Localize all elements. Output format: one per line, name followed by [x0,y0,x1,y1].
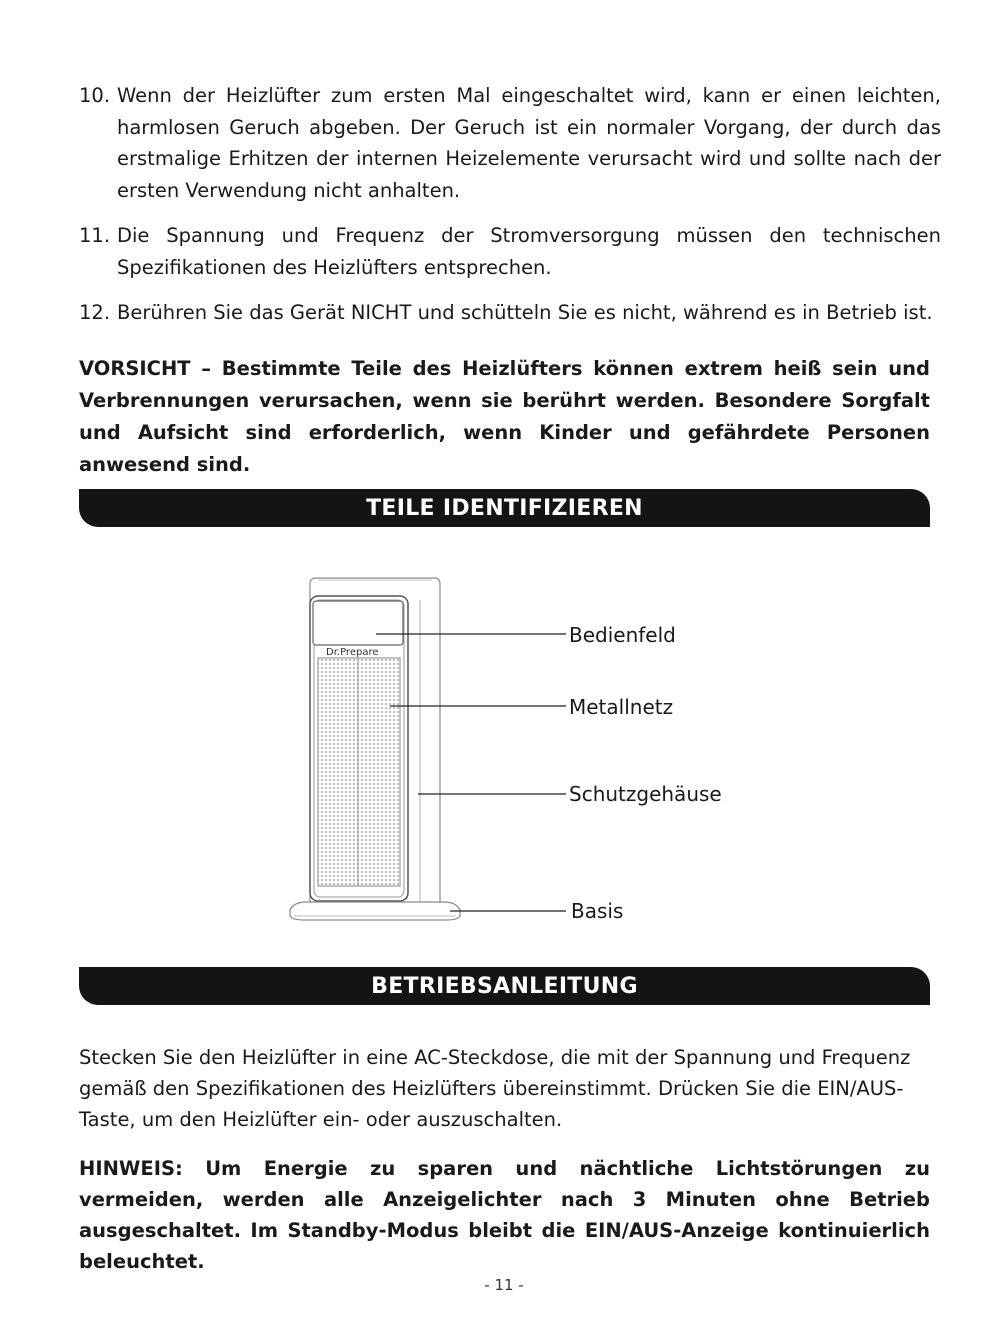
label-metal-mesh: Metallnetz [569,695,674,719]
label-base: Basis [571,899,624,923]
list-item [79,80,941,206]
label-housing: Schutzgehäuse [569,782,722,806]
list-item-number: 12. [79,301,111,324]
safety-list [79,80,941,343]
caution-text: VORSICHT – Bestimmte Teile des Heizlüfters können extrem heiß sein und Verbrennungen verursachen, wenn sie berührt werden. Besondere Sorgfalt und Aufsicht sind erforderlich, wenn Kinder und gefährdete Personen anwesend sind. [79,357,930,476]
operation-paragraph: Stecken Sie den Heizlüfter in eine AC-Steckdose, die mit der Spannung und Frequenz gemäß den Spezifikationen des Heizlüfters übereinstimmt. Drücken Sie die EIN/AUS-Taste, um den Heizlüfter ein- oder auszuschalten. [79,1046,911,1131]
brand-logo: Dr.Prepare [326,647,379,658]
heater-illustration [280,570,750,950]
list-item-text: Berühren Sie das Gerät NICHT und schütteln Sie es nicht, während es in Betrieb ist. [117,301,933,324]
page-number: - 11 - [484,1276,524,1294]
section-heading-operation: BETRIEBSANLEITUNG [79,967,930,1005]
list-item-number: 11. [79,224,111,247]
list-item [79,297,941,329]
list-item-text: Wenn der Heizlüfter zum ersten Mal eingeschaltet wird, kann er einen leichten, harmlosen Geruch abgeben. Der Geruch ist ein normaler Vorgang, der durch das erstmalige Erhitzen der internen Heizelemente verursacht wird und sollte nach der ersten Verwendung nicht anhalten. [117,84,941,202]
parts-diagram [280,570,750,950]
list-item-number: 10. [79,84,111,107]
label-control-panel: Bedienfeld [569,623,676,647]
list-item [79,220,941,283]
section-heading-parts: TEILE IDENTIFIZIEREN [79,489,930,527]
note-text: HINWEIS: Um Energie zu sparen und nächtliche Lichtstörungen zu vermeiden, werden alle Anzeigelichter nach 3 Minuten ohne Betrieb ausgeschaltet. Im Standby-Modus bleibt die EIN/AUS-Anzeige kontinuierlich beleuchtet. [79,1157,930,1273]
list-item-text: Die Spannung und Frequenz der Stromversorgung müssen den technischen Spezifikationen des Heizlüfters entsprechen. [117,224,941,279]
